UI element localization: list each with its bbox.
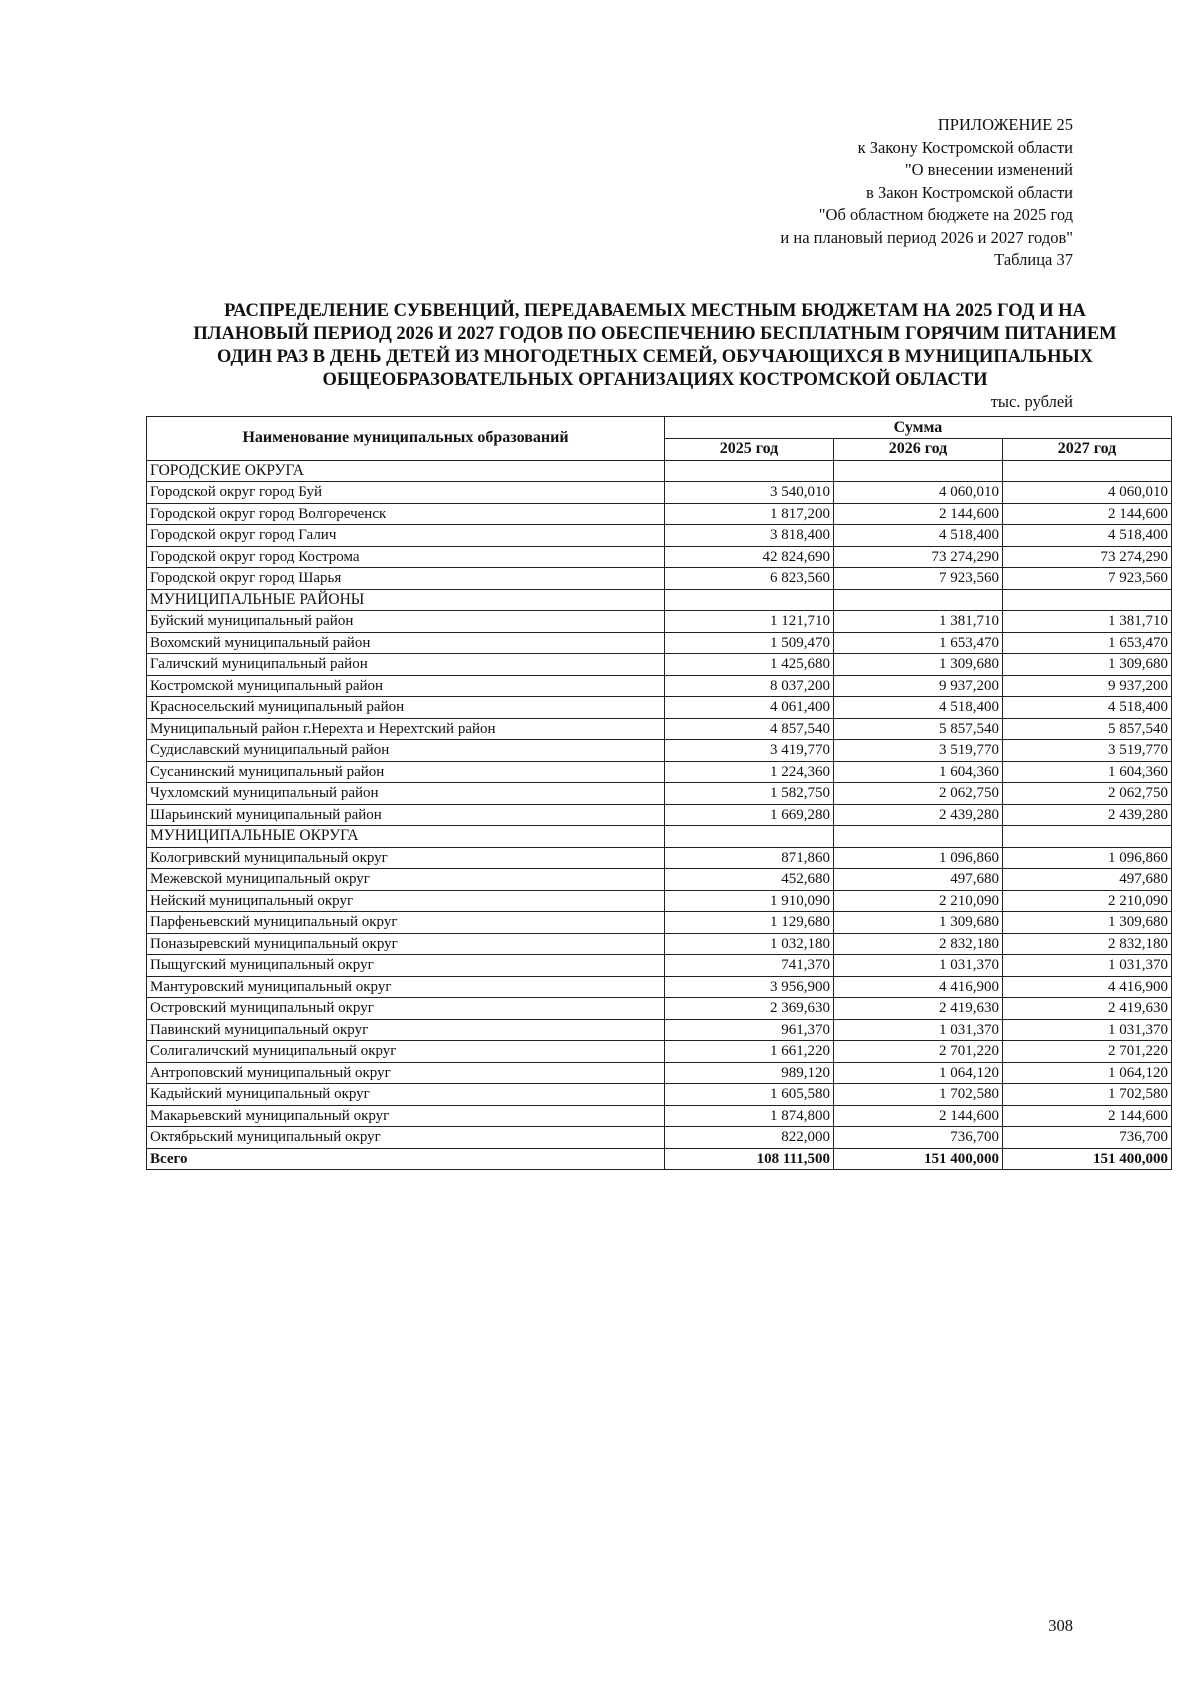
column-header-2025: 2025 год [665,439,834,461]
table-body [147,460,1172,1170]
group-header-row [147,826,1172,848]
value-cell-2025: 4 061,400 [665,697,834,719]
value-cell-2026: 1 309,680 [834,654,1003,676]
value-cell-2025: 1 817,200 [665,503,834,525]
value-cell-2025: 452,680 [665,869,834,891]
municipality-name-cell: Чухломский муниципальный район [147,783,665,805]
table-row [147,632,1172,654]
value-cell-2026: 1 096,860 [834,847,1003,869]
municipality-name-cell: Городской округ город Волгореченск [147,503,665,525]
value-cell-2026: 2 419,630 [834,998,1003,1020]
value-cell-2025: 1 224,360 [665,761,834,783]
municipality-name-cell: Шарьинский муниципальный район [147,804,665,826]
table-row [147,1062,1172,1084]
group-name-cell: МУНИЦИПАЛЬНЫЕ РАЙОНЫ [147,589,665,611]
value-cell-2026: 1 653,470 [834,632,1003,654]
value-cell-2027: 4 060,010 [1003,482,1172,504]
municipality-name-cell: Нейский муниципальный округ [147,890,665,912]
municipality-name-cell: Муниципальный район г.Нерехта и Нерехтский район [147,718,665,740]
table-row [147,912,1172,934]
municipality-name-cell: Кадыйский муниципальный округ [147,1084,665,1106]
value-cell-2026: 2 832,180 [834,933,1003,955]
value-cell-2027: 1 031,370 [1003,1019,1172,1041]
value-cell-2026: 4 518,400 [834,525,1003,547]
value-cell-2027: 736,700 [1003,1127,1172,1149]
value-cell-2026: 1 604,360 [834,761,1003,783]
table-row [147,890,1172,912]
group-header-row [147,460,1172,482]
value-cell-2026: 2 144,600 [834,503,1003,525]
value-cell-2027: 151 400,000 [1003,1148,1172,1170]
value-cell-2025: 871,860 [665,847,834,869]
group-name-cell: ГОРОДСКИЕ ОКРУГА [147,460,665,482]
municipality-name-cell: Судиславский муниципальный район [147,740,665,762]
header-line: и на плановый период 2026 и 2027 годов" [780,227,1073,247]
header-line: "О внесении изменений [904,160,1073,179]
value-cell-2027: 4 518,400 [1003,697,1172,719]
table-row [147,1105,1172,1127]
municipality-name-cell: Мантуровский муниципальный округ [147,976,665,998]
value-cell-2026: 2 062,750 [834,783,1003,805]
value-cell-2027: 7 923,560 [1003,568,1172,590]
table-row [147,546,1172,568]
municipality-name-cell: Кологривский муниципальный округ [147,847,665,869]
value-cell-2025 [665,826,834,848]
title-line: РАСПРЕДЕЛЕНИЕ СУБВЕНЦИЙ, ПЕРЕДАВАЕМЫХ МЕСТНЫМ БЮДЖЕТАМ НА 2025 ГОД И НА [224,301,1086,321]
table-row [147,525,1172,547]
value-cell-2025: 6 823,560 [665,568,834,590]
document-title [140,300,1170,392]
value-cell-2025: 1 605,580 [665,1084,834,1106]
value-cell-2026: 4 416,900 [834,976,1003,998]
municipality-name-cell: Всего [147,1148,665,1170]
value-cell-2025: 4 857,540 [665,718,834,740]
value-cell-2025: 8 037,200 [665,675,834,697]
value-cell-2025: 1 874,800 [665,1105,834,1127]
value-cell-2026: 1 064,120 [834,1062,1003,1084]
units-label: тыс. рублей [990,392,1073,411]
value-cell-2025: 1 121,710 [665,611,834,633]
municipality-name-cell: Буйский муниципальный район [147,611,665,633]
column-header-sum: Сумма [665,417,1172,439]
title-line: ПЛАНОВЫЙ ПЕРИОД 2026 И 2027 ГОДОВ ПО ОБЕСПЕЧЕНИЮ БЕСПЛАТНЫМ ГОРЯЧИМ ПИТАНИЕМ [193,324,1117,344]
value-cell-2027: 5 857,540 [1003,718,1172,740]
value-cell-2027: 1 653,470 [1003,632,1172,654]
table-number: Таблица 37 [994,250,1073,269]
value-cell-2025: 1 425,680 [665,654,834,676]
municipality-name-cell: Галичский муниципальный район [147,654,665,676]
header-line: в Закон Костромской области [866,182,1073,202]
table-row [147,503,1172,525]
municipality-name-cell: Межевской муниципальный округ [147,869,665,891]
municipality-name-cell: Парфеньевский муниципальный округ [147,912,665,934]
municipality-name-cell: Сусанинский муниципальный район [147,761,665,783]
value-cell-2026 [834,589,1003,611]
table-row [147,804,1172,826]
municipality-name-cell: Городской округ город Шарья [147,568,665,590]
table-row [147,869,1172,891]
value-cell-2027: 2 439,280 [1003,804,1172,826]
value-cell-2027 [1003,589,1172,611]
value-cell-2025: 822,000 [665,1127,834,1149]
value-cell-2026: 497,680 [834,869,1003,891]
value-cell-2027: 2 210,090 [1003,890,1172,912]
header-block [780,114,1073,272]
value-cell-2027: 1 702,580 [1003,1084,1172,1106]
value-cell-2026: 2 439,280 [834,804,1003,826]
value-cell-2026: 73 274,290 [834,546,1003,568]
value-cell-2026: 4 518,400 [834,697,1003,719]
value-cell-2027: 1 064,120 [1003,1062,1172,1084]
value-cell-2027: 3 519,770 [1003,740,1172,762]
value-cell-2027: 2 062,750 [1003,783,1172,805]
value-cell-2025: 989,120 [665,1062,834,1084]
municipality-name-cell: Костромской муниципальный район [147,675,665,697]
table-row [147,740,1172,762]
value-cell-2026: 151 400,000 [834,1148,1003,1170]
group-name-cell: МУНИЦИПАЛЬНЫЕ ОКРУГА [147,826,665,848]
value-cell-2027 [1003,826,1172,848]
value-cell-2027: 9 937,200 [1003,675,1172,697]
value-cell-2027: 2 419,630 [1003,998,1172,1020]
value-cell-2027: 1 309,680 [1003,654,1172,676]
municipality-name-cell: Антроповский муниципальный округ [147,1062,665,1084]
budget-table [146,416,1172,1170]
table-row [147,976,1172,998]
value-cell-2026: 1 309,680 [834,912,1003,934]
value-cell-2027: 2 144,600 [1003,1105,1172,1127]
value-cell-2025: 42 824,690 [665,546,834,568]
value-cell-2025: 1 582,750 [665,783,834,805]
value-cell-2026: 2 144,600 [834,1105,1003,1127]
value-cell-2027: 1 031,370 [1003,955,1172,977]
table-row [147,718,1172,740]
value-cell-2026: 9 937,200 [834,675,1003,697]
value-cell-2026: 3 519,770 [834,740,1003,762]
value-cell-2026: 736,700 [834,1127,1003,1149]
value-cell-2026: 2 701,220 [834,1041,1003,1063]
table-row [147,675,1172,697]
value-cell-2026 [834,460,1003,482]
total-row [147,1148,1172,1170]
table-row [147,998,1172,1020]
municipality-name-cell: Городской округ город Кострома [147,546,665,568]
municipality-name-cell: Макарьевский муниципальный округ [147,1105,665,1127]
header-line: к Закону Костромской области [857,137,1073,157]
value-cell-2027: 1 381,710 [1003,611,1172,633]
title-line: ОБЩЕОБРАЗОВАТЕЛЬНЫХ ОРГАНИЗАЦИЯХ КОСТРОМСКОЙ ОБЛАСТИ [322,370,988,390]
value-cell-2025: 1 661,220 [665,1041,834,1063]
value-cell-2026: 1 031,370 [834,955,1003,977]
value-cell-2027: 4 416,900 [1003,976,1172,998]
page-number: 308 [1048,1616,1073,1635]
value-cell-2025: 1 509,470 [665,632,834,654]
value-cell-2026: 5 857,540 [834,718,1003,740]
value-cell-2025: 961,370 [665,1019,834,1041]
value-cell-2027: 1 309,680 [1003,912,1172,934]
value-cell-2025: 1 910,090 [665,890,834,912]
municipality-name-cell: Вохомский муниципальный район [147,632,665,654]
value-cell-2025: 1 032,180 [665,933,834,955]
value-cell-2026: 7 923,560 [834,568,1003,590]
value-cell-2027: 4 518,400 [1003,525,1172,547]
value-cell-2026: 1 031,370 [834,1019,1003,1041]
column-header-2027: 2027 год [1003,439,1172,461]
value-cell-2027: 1 604,360 [1003,761,1172,783]
value-cell-2025 [665,460,834,482]
table-row [147,568,1172,590]
header-line: ПРИЛОЖЕНИЕ 25 [937,115,1073,134]
value-cell-2025: 3 818,400 [665,525,834,547]
municipality-name-cell: Октябрьский муниципальный округ [147,1127,665,1149]
value-cell-2027: 497,680 [1003,869,1172,891]
value-cell-2025: 3 540,010 [665,482,834,504]
column-header-2026: 2026 год [834,439,1003,461]
municipality-name-cell: Островский муниципальный округ [147,998,665,1020]
value-cell-2026: 1 381,710 [834,611,1003,633]
header-line: "Об областном бюджете на 2025 год [818,205,1073,224]
table-row [147,482,1172,504]
municipality-name-cell: Павинский муниципальный округ [147,1019,665,1041]
value-cell-2027: 73 274,290 [1003,546,1172,568]
table-row [147,933,1172,955]
table-row [147,1084,1172,1106]
value-cell-2025: 1 669,280 [665,804,834,826]
group-header-row [147,589,1172,611]
column-header-name: Наименование муниципальных образований [147,417,665,461]
value-cell-2026: 1 702,580 [834,1084,1003,1106]
municipality-name-cell: Солигаличский муниципальный округ [147,1041,665,1063]
value-cell-2026: 2 210,090 [834,890,1003,912]
table-row [147,761,1172,783]
table-row [147,783,1172,805]
table-row [147,654,1172,676]
table-row [147,847,1172,869]
table-row [147,1019,1172,1041]
value-cell-2025 [665,589,834,611]
value-cell-2025: 2 369,630 [665,998,834,1020]
value-cell-2025: 108 111,500 [665,1148,834,1170]
value-cell-2027 [1003,460,1172,482]
value-cell-2025: 3 956,900 [665,976,834,998]
municipality-name-cell: Красносельский муниципальный район [147,697,665,719]
municipality-name-cell: Поназыревский муниципальный округ [147,933,665,955]
municipality-name-cell: Городской округ город Буй [147,482,665,504]
value-cell-2027: 1 096,860 [1003,847,1172,869]
municipality-name-cell: Городской округ город Галич [147,525,665,547]
title-line: ОДИН РАЗ В ДЕНЬ ДЕТЕЙ ИЗ МНОГОДЕТНЫХ СЕМЕЙ, ОБУЧАЮЩИХСЯ В МУНИЦИПАЛЬНЫХ [216,347,1093,367]
value-cell-2025: 1 129,680 [665,912,834,934]
value-cell-2027: 2 144,600 [1003,503,1172,525]
table-row [147,697,1172,719]
value-cell-2026 [834,826,1003,848]
value-cell-2025: 741,370 [665,955,834,977]
table-row [147,1127,1172,1149]
value-cell-2027: 2 832,180 [1003,933,1172,955]
value-cell-2027: 2 701,220 [1003,1041,1172,1063]
table-header [147,417,1172,461]
municipality-name-cell: Пыщугский муниципальный округ [147,955,665,977]
table-row [147,955,1172,977]
table-row [147,1041,1172,1063]
table-row [147,611,1172,633]
value-cell-2025: 3 419,770 [665,740,834,762]
value-cell-2026: 4 060,010 [834,482,1003,504]
